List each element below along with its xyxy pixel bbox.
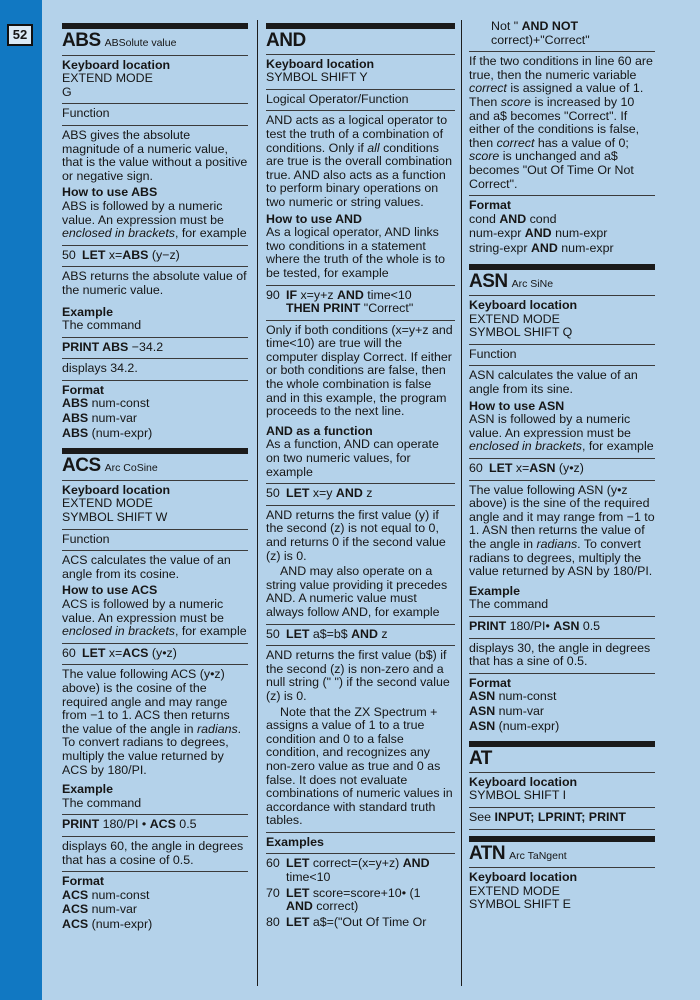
format-line: ACS (num-expr) xyxy=(62,916,153,931)
keyboard-location-heading: Keyboard location xyxy=(62,482,171,497)
function-label: Function xyxy=(62,106,110,121)
keyboard-location: SYMBOL SHIFT I xyxy=(469,788,567,803)
keyboard-location: EXTEND MODE SYMBOL SHIFT W xyxy=(62,496,168,525)
entry-title-asn: ASN Arc SiNe xyxy=(469,270,554,292)
format-heading: Format xyxy=(469,675,511,690)
examples-heading: Examples xyxy=(266,834,324,849)
section-bar xyxy=(62,23,248,29)
example-heading: Example xyxy=(62,304,113,319)
keyboard-location-heading: Keyboard location xyxy=(469,870,578,885)
how-to-use-text: As a logical operator, AND links two conditions in a statement where the truth of the whole is to be tested, for example xyxy=(266,225,446,280)
keyboard-location: EXTEND MODE SYMBOL SHIFT Q xyxy=(469,311,573,340)
entry-title-abs: ABS ABSolute value xyxy=(62,30,177,51)
code-line: 60 LET correct=(x=y+z) AND time<10 xyxy=(266,856,430,885)
example-text: The command xyxy=(62,795,142,810)
how-to-use-text: ACS is followed by a numeric value. An expression must be enclosed in brackets, for example xyxy=(62,597,247,639)
keyboard-location: EXTEND MODE SYMBOL SHIFT E xyxy=(469,883,571,912)
left-margin-strip xyxy=(0,0,42,1000)
example-result: displays 34.2. xyxy=(62,361,138,376)
format-line: ACS num-var xyxy=(62,902,138,917)
format-line: cond AND cond xyxy=(469,211,557,226)
string-text: AND may also operate on a string value providing it precedes AND. A numeric value must always follow AND, for example xyxy=(266,564,448,619)
code-line: 80 LET a$=("Out Of Time Or xyxy=(266,914,427,929)
column-2 xyxy=(266,20,455,931)
section-bar xyxy=(469,264,655,270)
returns-text: AND returns the first value (y) if the second (z) is not equal to 0, and returns 0 if the second value (z) is 0. xyxy=(266,507,446,563)
code-line: 60 LET x=ASN (y•z) xyxy=(469,461,584,476)
format-line: ABS (num-expr) xyxy=(62,425,153,440)
section-bar xyxy=(469,836,655,842)
example-command: PRINT ABS −34.2 xyxy=(62,339,164,354)
example-result: displays 30, the angle in degrees that has a sine of 0.5. xyxy=(469,640,651,669)
format-line: num-expr AND num-expr xyxy=(469,226,608,241)
format-line: ABS num-const xyxy=(62,396,150,411)
how-to-use-text: ASN is followed by a numeric value. An expression must be enclosed in brackets, for example xyxy=(469,412,654,454)
returns-text: ABS returns the absolute value of the numeric value. xyxy=(62,269,247,297)
code-line: 90 IF x=y+z AND time<10 THEN PRINT "Correct" xyxy=(266,287,414,316)
format-line: ABS num-var xyxy=(62,411,138,426)
code-line-continued: Not " AND NOT correct)+"Correct" xyxy=(491,19,590,47)
value-text: The value following ASN (y•z above) is the sine of the required angle and it may range from −1 to 1. ASN then returns the value of the angle in radians. To convert radians to degrees, multiply the value returned by ASN by 180/PI. xyxy=(469,482,655,579)
section-bar xyxy=(266,23,455,29)
how-to-use-heading: How to use ACS xyxy=(62,583,158,598)
column-3 xyxy=(469,20,655,914)
example-text: The command xyxy=(469,597,549,612)
function-text: AND acts as a logical operator to test the truth of a combination of conditions. Only if all conditions are true is the overall combination true. AND also acts as a function to perform binary operations on two numeric or string values. xyxy=(266,113,452,209)
condition-text: Only if both conditions (x=y+z and time<10) are true will the computer display Correct. If either or both conditions are false, then the whole combination is false and in this example, the program proceeds to the next line. xyxy=(266,322,453,419)
format-line: ASN (num-expr) xyxy=(469,718,560,733)
example-command: PRINT 180/PI• ASN 0.5 xyxy=(469,618,601,633)
function-text: ASN calculates the value of an angle from its sine. xyxy=(469,368,638,397)
column-divider xyxy=(461,20,462,986)
how-to-use-heading: How to use ASN xyxy=(469,398,565,413)
how-to-use-heading: How to use AND xyxy=(266,211,362,226)
format-heading: Format xyxy=(62,874,104,889)
how-to-use-heading: How to use ABS xyxy=(62,185,158,200)
function-heading: AND as a function xyxy=(266,423,373,438)
condition-text: If the two conditions in line 60 are true, then the numeric variable correct is assigned a value of 1. Then score is increased by 10 and a$ becomes "Correct". If either of the conditions is false, then correct has a value of 0; score is unchanged and a$ becomes "Out Of Time Or Not Correct". xyxy=(469,54,653,191)
function-use-text: As a function, AND can operate on two numeric values, for example xyxy=(266,437,439,479)
function-label: Logical Operator/Function xyxy=(266,91,409,106)
value-text: The value following ACS (y•z) above) is the cosine of the required angle and may range from −1 to 1. ACS then returns the value of the angle in radians. To convert radians to degrees, multiply the value returned by ACS by 180/PI. xyxy=(62,667,242,777)
function-text: ABS gives the absolute magnitude of a numeric value, that is the value without a positive or negative sign. xyxy=(62,127,248,183)
example-command: PRINT 180/PI • ACS 0.5 xyxy=(62,817,197,832)
keyboard-location-heading: Keyboard location xyxy=(266,56,375,71)
format-line: string-expr AND num-expr xyxy=(469,240,614,255)
code-line: 50 LET x=ABS (y−z) xyxy=(62,247,180,262)
keyboard-location: EXTEND MODE G xyxy=(62,71,153,99)
function-text: ACS calculates the value of an angle from its cosine. xyxy=(62,553,231,581)
keyboard-location: SYMBOL SHIFT Y xyxy=(266,70,368,85)
example-heading: Example xyxy=(62,782,113,797)
format-heading: Format xyxy=(469,198,511,213)
function-label: Function xyxy=(62,531,110,546)
section-bar xyxy=(62,448,248,454)
keyboard-location-heading: Keyboard location xyxy=(469,774,578,789)
keyboard-location-heading: Keyboard location xyxy=(62,57,171,72)
entry-title-and: AND xyxy=(266,30,306,51)
column-1 xyxy=(62,20,248,932)
format-line: ACS num-const xyxy=(62,887,150,902)
format-line: ASN num-var xyxy=(469,703,545,718)
page-number: 52 xyxy=(7,24,33,46)
example-result: displays 60, the angle in degrees that has a cosine of 0.5. xyxy=(62,838,244,867)
example-heading: Example xyxy=(469,583,520,598)
format-heading: Format xyxy=(62,382,104,397)
returns-text: AND returns the first value (b$) if the second (z) is non-zero and a null string (" ") if the second value (z) is 0. xyxy=(266,648,450,703)
entry-title-acs: ACS Arc CoSine xyxy=(62,455,158,477)
code-line: 60 LET x=ACS (y•z) xyxy=(62,645,177,660)
section-bar xyxy=(469,741,655,747)
example-text: The command xyxy=(62,318,142,333)
code-line: 50 LET a$=b$ AND z xyxy=(266,626,388,641)
entry-title-atn: ATN Arc TaNgent xyxy=(469,842,567,864)
see-also: See INPUT; LPRINT; PRINT xyxy=(469,809,626,824)
code-line: 50 LET x=y AND z xyxy=(266,486,373,501)
format-line: ASN num-const xyxy=(469,689,557,704)
how-to-use-text: ABS is followed by a numeric value. An expression must be enclosed in brackets, for example xyxy=(62,198,247,241)
note-text: Note that the ZX Spectrum + assigns a value of 1 to a true condition and 0 to a false condition, and recognizes any non-zero value as true and 0 as false. It does not evaluate combinations of numeric values in accordance with standard truth tables. xyxy=(266,704,453,828)
entry-title-at: AT xyxy=(469,748,492,770)
keyboard-location-heading: Keyboard location xyxy=(469,298,578,313)
code-line: 70 LET score=score+10• (1 AND correct) xyxy=(266,885,421,914)
column-divider xyxy=(257,20,258,986)
function-label: Function xyxy=(469,346,517,361)
